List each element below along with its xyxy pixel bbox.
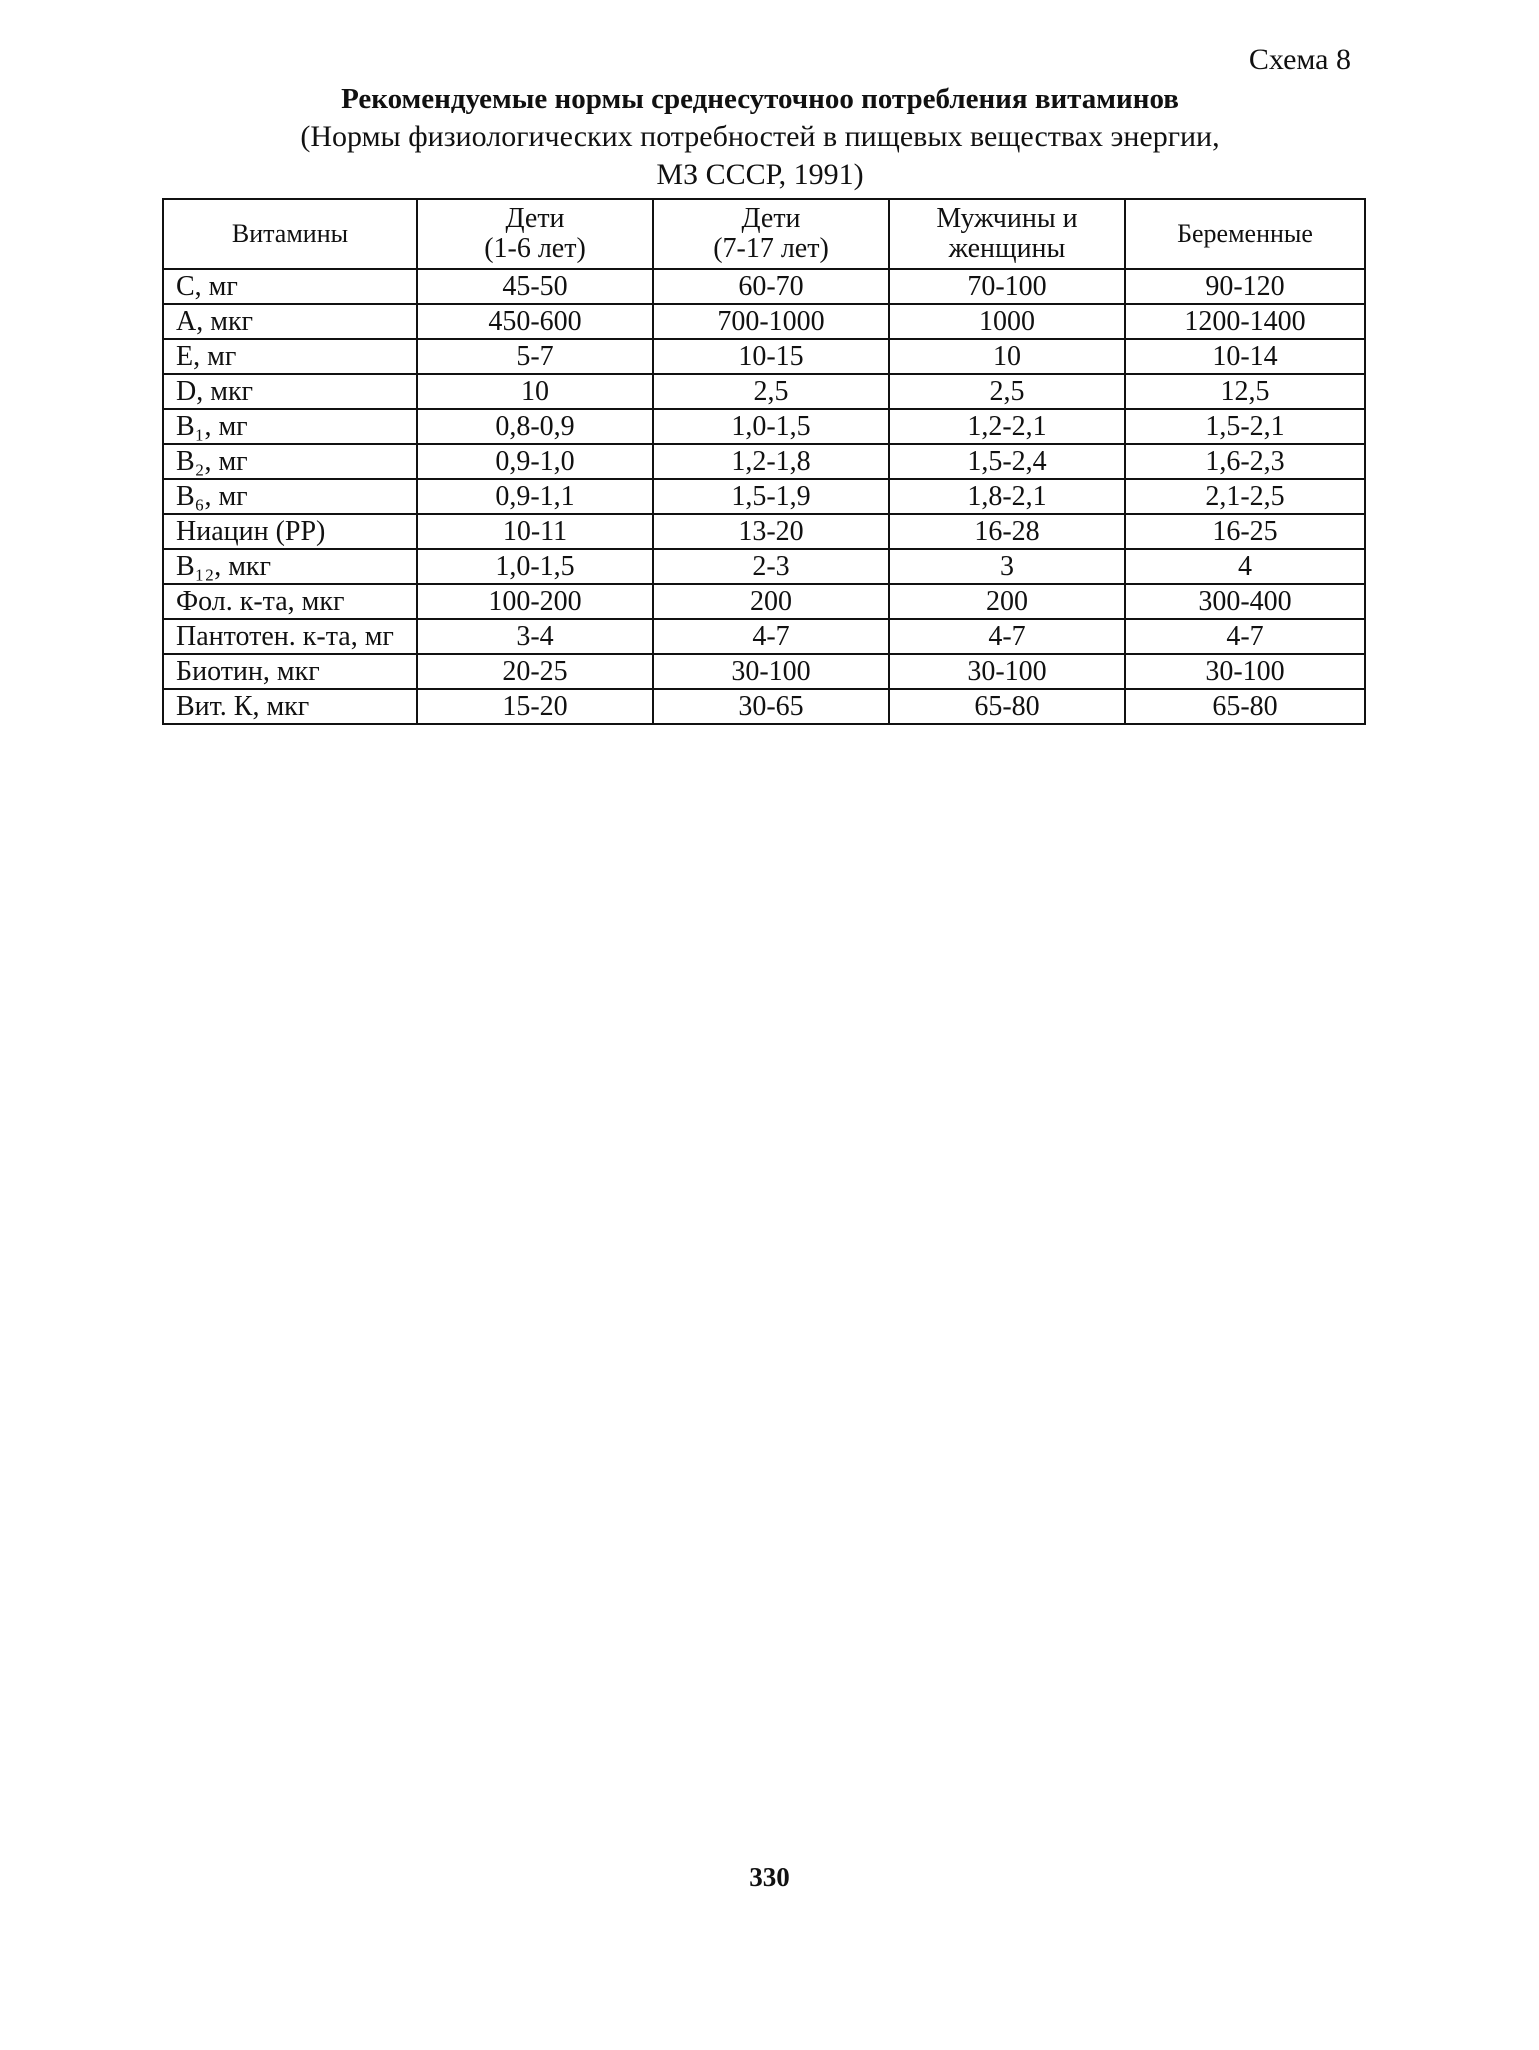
table-row	[163, 269, 1365, 304]
vitamin-name-cell: А, мкг	[163, 304, 417, 339]
value-cell-pregnant: 1,6-2,3	[1125, 444, 1365, 479]
subtitle-line-2: МЗ СССР, 1991)	[656, 158, 864, 191]
vitamin-name-cell: Е, мг	[163, 339, 417, 374]
value-cell-adults: 1,8-2,1	[889, 479, 1125, 514]
table-row	[163, 584, 1365, 619]
value-cell-adults: 65-80	[889, 689, 1125, 724]
page-number: 330	[749, 1862, 790, 1892]
table-row	[163, 619, 1365, 654]
value-cell-pregnant: 4	[1125, 549, 1365, 584]
subtitle-line-1: (Нормы физиологических потребностей в пищевых веществах энергии,	[300, 120, 1220, 153]
value-cell-children-1-6: 100-200	[417, 584, 653, 619]
table-body	[163, 269, 1365, 724]
value-cell-children-7-17: 30-65	[653, 689, 889, 724]
value-cell-children-1-6: 45-50	[417, 269, 653, 304]
value-cell-children-7-17: 10-15	[653, 339, 889, 374]
table-row	[163, 444, 1365, 479]
header-pregnant	[1125, 199, 1365, 269]
header-vitamins	[163, 199, 417, 269]
value-cell-pregnant: 30-100	[1125, 654, 1365, 689]
value-cell-children-7-17: 1,2-1,8	[653, 444, 889, 479]
value-cell-children-1-6: 10	[417, 374, 653, 409]
table-row	[163, 689, 1365, 724]
value-cell-children-1-6: 1,0-1,5	[417, 549, 653, 584]
value-cell-pregnant: 300-400	[1125, 584, 1365, 619]
value-cell-children-1-6: 3-4	[417, 619, 653, 654]
vitamin-name-cell: Пантотен. к-та, мг	[163, 619, 417, 654]
value-cell-pregnant: 12,5	[1125, 374, 1365, 409]
value-cell-children-7-17: 2,5	[653, 374, 889, 409]
table-header-row	[163, 199, 1365, 269]
header-adults-line2: женщины	[948, 233, 1066, 264]
value-cell-pregnant: 2,1-2,5	[1125, 479, 1365, 514]
value-cell-adults: 1000	[889, 304, 1125, 339]
vitamin-name-cell: Биотин, мкг	[163, 654, 417, 689]
header-children-1-6	[417, 199, 653, 269]
value-cell-pregnant: 1,5-2,1	[1125, 409, 1365, 444]
value-cell-adults: 200	[889, 584, 1125, 619]
value-cell-children-1-6: 0,9-1,0	[417, 444, 653, 479]
value-cell-pregnant: 65-80	[1125, 689, 1365, 724]
value-cell-children-1-6: 15-20	[417, 689, 653, 724]
value-cell-adults: 10	[889, 339, 1125, 374]
vitamin-name-cell: В₁₂, мкг	[163, 549, 417, 584]
table-row	[163, 339, 1365, 374]
value-cell-children-1-6: 0,9-1,1	[417, 479, 653, 514]
value-cell-adults: 70-100	[889, 269, 1125, 304]
value-cell-adults: 2,5	[889, 374, 1125, 409]
table-row	[163, 304, 1365, 339]
vitamin-name-cell: С, мг	[163, 269, 417, 304]
vitamin-norms-table	[162, 198, 1366, 725]
value-cell-children-7-17: 200	[653, 584, 889, 619]
title-block	[160, 80, 1360, 194]
value-cell-children-1-6: 0,8-0,9	[417, 409, 653, 444]
header-children-7-17-line1: Дети	[741, 203, 801, 234]
vitamin-name-cell: В₁, мг	[163, 409, 417, 444]
value-cell-children-1-6: 450-600	[417, 304, 653, 339]
value-cell-children-7-17: 700-1000	[653, 304, 889, 339]
header-children-7-17	[653, 199, 889, 269]
table-row	[163, 479, 1365, 514]
table-row	[163, 654, 1365, 689]
scheme-label: Схема 8	[1248, 43, 1351, 76]
header-adults	[889, 199, 1125, 269]
header-children-1-6-line2: (1-6 лет)	[484, 233, 586, 264]
vitamin-name-cell: D, мкг	[163, 374, 417, 409]
header-pregnant-label: Беременные	[1177, 219, 1313, 248]
table-row	[163, 374, 1365, 409]
value-cell-adults: 30-100	[889, 654, 1125, 689]
value-cell-pregnant: 16-25	[1125, 514, 1365, 549]
value-cell-children-7-17: 13-20	[653, 514, 889, 549]
vitamin-name-cell: Ниацин (РР)	[163, 514, 417, 549]
value-cell-children-1-6: 10-11	[417, 514, 653, 549]
value-cell-children-1-6: 5-7	[417, 339, 653, 374]
table-row	[163, 514, 1365, 549]
value-cell-children-7-17: 30-100	[653, 654, 889, 689]
vitamin-name-cell: Фол. к-та, мкг	[163, 584, 417, 619]
value-cell-adults: 4-7	[889, 619, 1125, 654]
vitamin-name-cell: В₆, мг	[163, 479, 417, 514]
table-row	[163, 409, 1365, 444]
header-children-7-17-line2: (7-17 лет)	[713, 233, 829, 264]
value-cell-children-7-17: 1,5-1,9	[653, 479, 889, 514]
header-vitamins-label: Витамины	[231, 219, 349, 248]
vitamin-name-cell: В₂, мг	[163, 444, 417, 479]
value-cell-adults: 1,2-2,1	[889, 409, 1125, 444]
header-adults-line1: Мужчины и	[936, 203, 1078, 234]
value-cell-adults: 1,5-2,4	[889, 444, 1125, 479]
value-cell-children-7-17: 4-7	[653, 619, 889, 654]
value-cell-pregnant: 90-120	[1125, 269, 1365, 304]
value-cell-adults: 16-28	[889, 514, 1125, 549]
page-title: Рекомендуемые нормы среднесуточноо потребления витаминов	[341, 83, 1179, 115]
value-cell-pregnant: 10-14	[1125, 339, 1365, 374]
value-cell-adults: 3	[889, 549, 1125, 584]
vitamin-name-cell: Вит. К, мкг	[163, 689, 417, 724]
value-cell-children-7-17: 1,0-1,5	[653, 409, 889, 444]
value-cell-children-7-17: 60-70	[653, 269, 889, 304]
value-cell-pregnant: 4-7	[1125, 619, 1365, 654]
header-children-1-6-line1: Дети	[505, 203, 565, 234]
value-cell-children-1-6: 20-25	[417, 654, 653, 689]
value-cell-pregnant: 1200-1400	[1125, 304, 1365, 339]
value-cell-children-7-17: 2-3	[653, 549, 889, 584]
table-row	[163, 549, 1365, 584]
